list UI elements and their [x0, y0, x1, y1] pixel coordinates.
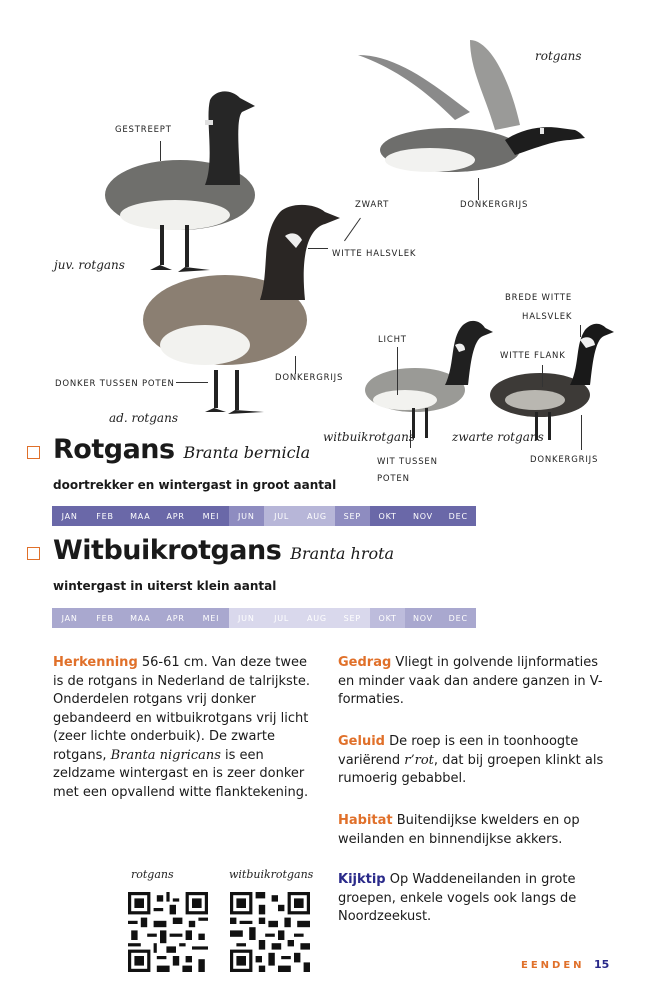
- month-cell: OKT: [370, 506, 405, 526]
- species-title-witbuikrotgans: [53, 535, 394, 566]
- checkbox-rotgans[interactable]: [27, 446, 40, 459]
- month-cell: JUL: [264, 608, 299, 628]
- caption-zwarte-rotgans: zwarte rotgans: [452, 430, 544, 444]
- month-cell: NOV: [405, 506, 440, 526]
- caption-witbuikrotgans: witbuikrotgans: [323, 430, 415, 444]
- leader-line: [397, 347, 398, 395]
- gedrag-paragraph: [338, 654, 608, 710]
- label-wit-tussen: WIT TUSSEN: [377, 457, 438, 467]
- caption-ad-rotgans: ad. rotgans: [109, 411, 178, 425]
- label-donker-tussen-poten: DONKER TUSSEN POTEN: [55, 379, 175, 389]
- habitat-text: Buitendijkse kwelders en op weilanden en binnendijkse akkers.: [338, 813, 580, 847]
- herkenning-keyword: Herkenning: [53, 655, 138, 670]
- herkenning-text: 56-61 cm. Van deze twee is de rotgans in Nederland de talrijkste. Onderdelen rotgans vrij donker gebandeerd en witbuikrotgans vrij licht (zeer lichte onderbuik). De zwarte rotgans,: [53, 655, 311, 763]
- month-cell: JUN: [229, 608, 264, 628]
- month-cell: AUG: [299, 506, 334, 526]
- month-bar-witbuikrotgans: [52, 608, 476, 628]
- month-cell: DEC: [441, 506, 476, 526]
- species-scientific: Branta hrota: [290, 544, 395, 563]
- kijktip-paragraph: [338, 871, 608, 927]
- month-cell: DEC: [441, 608, 476, 628]
- caption-juv-rotgans: juv. rotgans: [54, 258, 125, 272]
- gedrag-text: Vliegt in golvende lijnformaties en minder vaak dan andere ganzen in V-formaties.: [338, 655, 603, 707]
- qr-caption-rotgans: rotgans: [131, 868, 174, 881]
- month-cell: APR: [158, 608, 193, 628]
- species-status: doortrekker en wintergast in groot aantal: [53, 478, 337, 492]
- month-cell: SEP: [335, 608, 370, 628]
- checkbox-witbuikrotgans[interactable]: [27, 547, 40, 560]
- geluid-paragraph: [338, 733, 608, 789]
- label-donkergrijs-top: DONKERGRIJS: [460, 200, 529, 210]
- geluid-italic: r’rot: [404, 752, 434, 768]
- month-cell: JUL: [264, 506, 299, 526]
- month-cell: NOV: [405, 608, 440, 628]
- species-scientific: Branta bernicla: [183, 443, 311, 462]
- month-cell: JUN: [229, 506, 264, 526]
- month-cell: OKT: [370, 608, 405, 628]
- month-cell: MEI: [193, 506, 228, 526]
- qr-code-rotgans[interactable]: [128, 892, 208, 972]
- month-cell: MEI: [193, 608, 228, 628]
- qr-caption-witbuikrotgans: witbuikrotgans: [229, 868, 314, 881]
- kijktip-keyword: Kijktip: [338, 872, 386, 887]
- leader-line: [542, 365, 543, 387]
- leader-line: [478, 178, 479, 200]
- species-title-rotgans: [53, 434, 310, 465]
- zwarte-rotgans-drawing: [490, 324, 614, 440]
- geluid-keyword: Geluid: [338, 734, 385, 749]
- month-cell: JAN: [52, 506, 87, 526]
- species-status: wintergast in uiterst klein aantal: [53, 579, 277, 593]
- month-cell: JAN: [52, 608, 87, 628]
- leader-line: [308, 248, 328, 249]
- label-zwart: ZWART: [355, 200, 390, 210]
- species-name: Witbuikrotgans: [53, 535, 282, 566]
- habitat-keyword: Habitat: [338, 813, 393, 828]
- month-bar-rotgans: [52, 506, 476, 526]
- herkenning-paragraph: [53, 654, 318, 802]
- herkenning-italic: Branta nigricans: [110, 747, 221, 763]
- label-witte-flank: WITTE FLANK: [500, 351, 566, 361]
- label-donkergrijs-mid: DONKERGRIJS: [275, 373, 344, 383]
- label-donkergrijs-bot: DONKERGRIJS: [530, 455, 599, 465]
- month-cell: MAA: [123, 506, 158, 526]
- species-name: Rotgans: [53, 434, 175, 465]
- month-cell: SEP: [335, 506, 370, 526]
- label-licht: LICHT: [378, 335, 407, 345]
- qr-code-witbuikrotgans[interactable]: [230, 892, 310, 972]
- label-witte-halsvlek: WITTE HALSVLEK: [332, 249, 417, 259]
- month-cell: MAA: [123, 608, 158, 628]
- caption-rotgans-flying: rotgans: [535, 49, 582, 63]
- leader-line: [295, 356, 296, 374]
- label-gestreept: GESTREEPT: [115, 125, 172, 135]
- month-cell: FEB: [87, 608, 122, 628]
- habitat-paragraph: [338, 812, 608, 849]
- kijktip-text: Op Waddeneilanden in grote groepen, enkele vogels ook langs de Noordzeekust.: [338, 872, 577, 924]
- leader-line: [160, 141, 161, 161]
- leader-line: [176, 382, 208, 383]
- gedrag-keyword: Gedrag: [338, 655, 392, 670]
- month-cell: APR: [158, 506, 193, 526]
- leader-line: [580, 325, 581, 337]
- geluid-text: De roep is een in toonhoogte variërend: [338, 734, 579, 768]
- juv-rotgans-drawing: [105, 91, 255, 272]
- month-cell: FEB: [87, 506, 122, 526]
- herkenning-text-2: is een zeldzame wintergast en is zeer donker met een opvallend witte flanktekening.: [53, 747, 309, 800]
- month-cell: AUG: [299, 608, 334, 628]
- label-poten: POTEN: [377, 474, 410, 484]
- page-number: 15: [594, 958, 610, 971]
- label-brede-witte: BREDE WITTE: [505, 293, 573, 303]
- footer-section: EENDEN: [521, 960, 585, 971]
- label-halsvlek: HALSVLEK: [522, 312, 573, 322]
- geluid-text-2: , dat bij groepen klinkt als rumoerig gebabbel.: [338, 752, 604, 786]
- leader-line: [581, 415, 582, 450]
